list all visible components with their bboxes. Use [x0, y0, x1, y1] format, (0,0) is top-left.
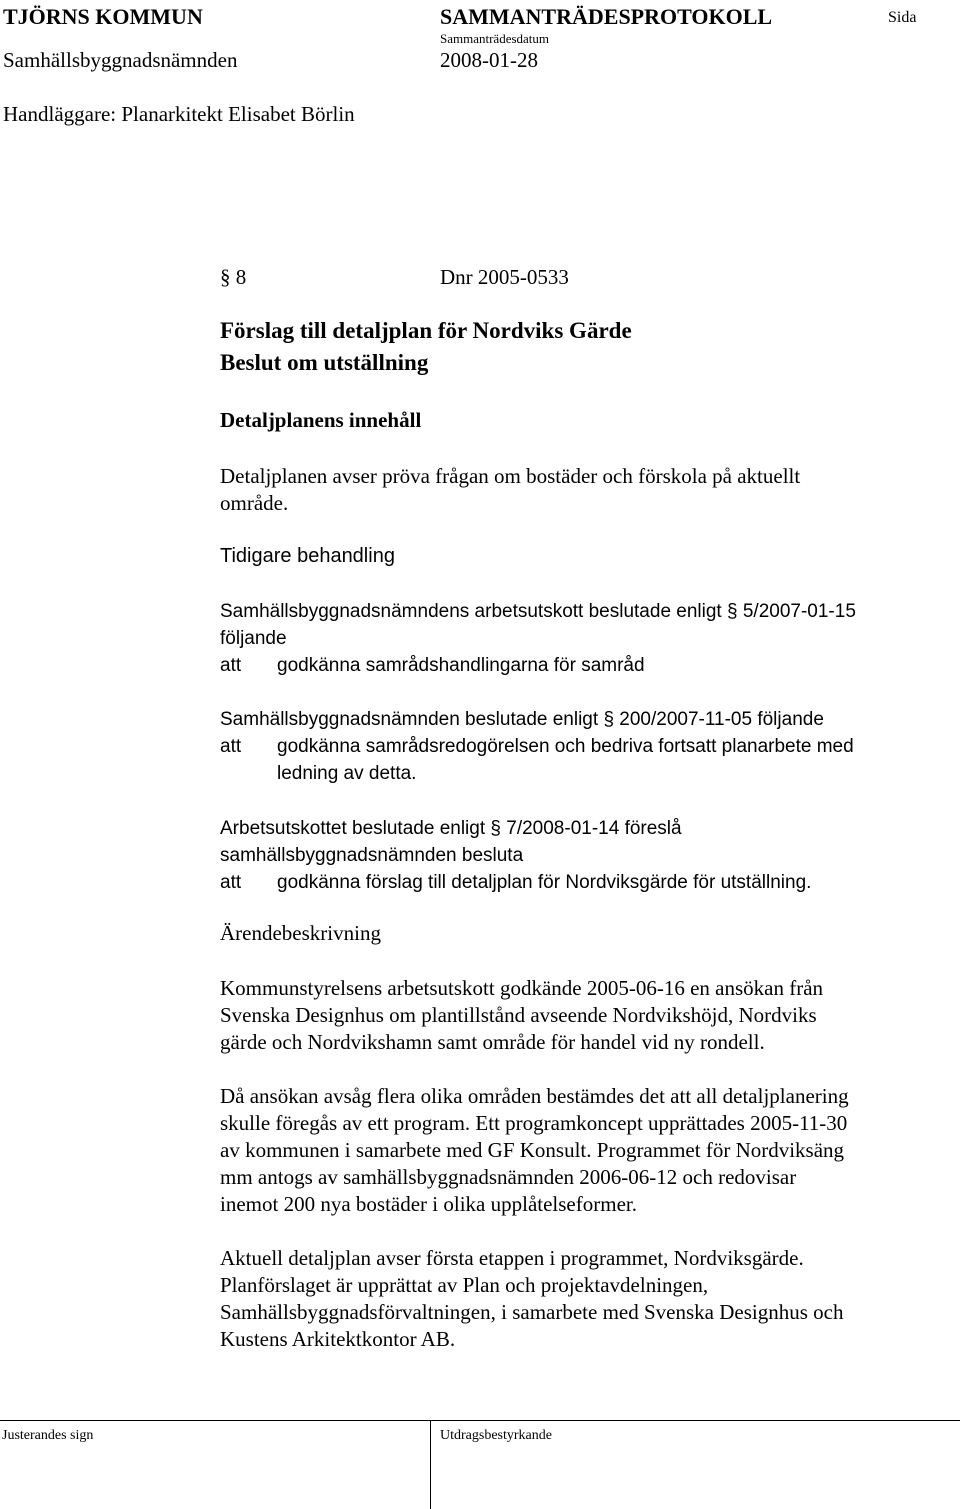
text-line: av kommunen i samarbete med GF Konsult. Programmet för Nordviksäng	[220, 1138, 845, 1162]
section-symbol: §	[727, 601, 738, 622]
att-clause-1	[220, 652, 645, 679]
att-label: att	[220, 655, 242, 676]
tidigare-paragraph-2	[220, 706, 824, 733]
item-number-value: 8	[235, 265, 247, 289]
detaljplan-text	[220, 463, 800, 517]
page-title: Förslag till detaljplan för Nordviks Gärde	[220, 318, 632, 343]
section-heading-tidigare: Tidigare behandling	[220, 545, 395, 567]
item-number	[220, 265, 246, 290]
text-span: 200/2007-11-05 följande	[619, 709, 824, 730]
text-line: Då ansökan avsåg flera olika områden bestämdes det att all detaljplanering	[220, 1084, 849, 1108]
section-heading-detaljplan: Detaljplanens innehåll	[220, 408, 422, 432]
text-line: samhällsbyggnadsnämnden besluta	[220, 845, 524, 866]
text-line: Detaljplanen avser pröva frågan om bostäder och förskola på aktuellt	[220, 464, 801, 488]
section-symbol: §	[220, 265, 231, 289]
text-span: Arbetsutskottet beslutade enligt	[220, 818, 486, 839]
meeting-date: 2008-01-28	[440, 48, 538, 72]
date-label: Sammanträdesdatum	[440, 31, 550, 46]
text-line: följande	[220, 628, 287, 649]
text-line: inemot 200 nya bostäder i olika upplåtelseformer.	[220, 1192, 637, 1216]
text-line: område.	[220, 491, 289, 515]
text-line: Planförslaget är upprättat av Plan och projektavdelningen,	[220, 1273, 709, 1297]
municipality-name: TJÖRNS KOMMUN	[3, 4, 203, 29]
justerandes-sign-label: Justerandes sign	[2, 1428, 94, 1443]
att-text: godkänna förslag till detaljplan för Nordviksgärde för utställning.	[277, 872, 812, 893]
tidigare-paragraph-3	[220, 815, 682, 869]
att-text: godkänna samrådsredogörelsen och bedriva fortsatt planarbete med	[277, 736, 854, 757]
att-text: godkänna samrådshandlingarna för samråd	[277, 655, 645, 676]
text-line: gärde och Nordvikshamn samt område för handel vid ny rondell.	[220, 1030, 765, 1054]
section-symbol: §	[490, 818, 501, 839]
utdragsbestyrkande-label: Utdragsbestyrkande	[440, 1428, 552, 1443]
text-line: skulle föregås av ett program. Ett programkoncept upprättades 2005-11-30	[220, 1111, 848, 1135]
page-subtitle: Beslut om utställning	[220, 350, 429, 375]
tidigare-paragraph-1	[220, 598, 856, 652]
officer: Handläggare: Planarkitekt Elisabet Börlin	[3, 102, 355, 126]
page-label: Sida	[888, 9, 917, 26]
text-line: Kommunstyrelsens arbetsutskott godkände 2005-06-16 en ansökan från	[220, 976, 824, 1000]
section-heading-arende: Ärendebeskrivning	[220, 921, 381, 945]
document-type: SAMMANTRÄDESPROTOKOLL	[440, 4, 773, 29]
text-line: mm antogs av samhällsbyggnadsnämnden 2006-06-12 och redovisar	[220, 1165, 797, 1189]
arende-paragraph-3	[220, 1245, 843, 1353]
text-line: Aktuell detaljplan avser första etappen i programmet, Nordviksgärde.	[220, 1246, 804, 1270]
att-text: ledning av detta.	[277, 763, 417, 784]
arende-paragraph-1	[220, 975, 823, 1056]
text-span: 5/2007-01-15	[742, 601, 856, 622]
committee-name: Samhällsbyggnadsnämnden	[3, 48, 238, 72]
arende-paragraph-2	[220, 1083, 849, 1218]
footer-divider	[0, 1420, 960, 1421]
text-span: Samhällsbyggnadsnämnden beslutade enligt	[220, 709, 599, 730]
att-clause-2	[220, 733, 854, 787]
att-label: att	[220, 736, 242, 757]
text-span: 7/2008-01-14 föreslå	[506, 818, 682, 839]
att-label: att	[220, 872, 242, 893]
section-symbol: §	[603, 709, 615, 730]
text-line: Samhällsbyggnadsförvaltningen, i samarbete med Svenska Designhus och	[220, 1300, 844, 1324]
text-line: Kustens Arkitektkontor AB.	[220, 1327, 456, 1351]
dnr: Dnr 2005-0533	[440, 265, 569, 289]
att-clause-3	[220, 869, 811, 896]
text-line: Svenska Designhus om plantillstånd avseende Nordvikshöjd, Nordviks	[220, 1003, 817, 1027]
footer-column-divider	[430, 1421, 431, 1509]
text-span: Samhällsbyggnadsnämndens arbetsutskott beslutade enligt	[220, 601, 722, 622]
